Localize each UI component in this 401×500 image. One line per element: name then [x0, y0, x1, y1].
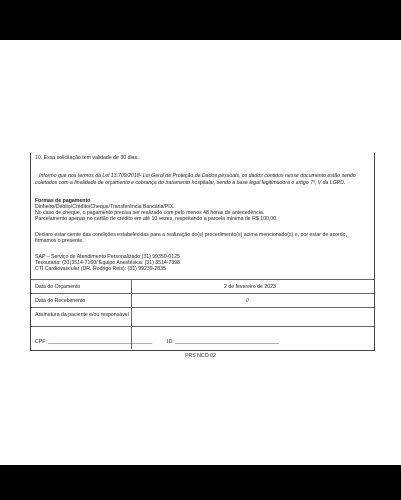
cpf-field[interactable]: CPF: ____________________________________ — [35, 339, 153, 345]
divider-assinatura — [31, 307, 374, 308]
document-page — [0, 40, 401, 465]
divider-recebimento — [31, 293, 374, 294]
id-field[interactable]: ID: ____________________________________ — [167, 339, 279, 345]
lgpd-line-2: coletados com a finalidade de orçamento e cobrança do tratamento hospitalar, sendo a base legal legitimadora o artigo 7º, V da LGPD. — [35, 180, 346, 186]
contact-sap: SAP – Serviço de Atendimento Personalizado (31) 99350-0125 — [35, 254, 180, 260]
recebimento-value[interactable]: // — [246, 298, 249, 304]
contact-tesouraria: Tesouraria: (31)3514-7160/ Equipe Anestésica: (31) 3514-7398 — [35, 260, 181, 266]
payment-installments: Parcelamento apenas no cartão de crédito em até 10 vezes, respeitando a parcela mínima de R$ 100,00. — [35, 216, 278, 222]
payment-title: Formas de pagamento — [35, 198, 91, 204]
payment-methods: Dinheiro/Débito/Crédito/Cheque/Transferência Bancária/PIX. — [35, 204, 175, 210]
contact-cti: CTI Cardiovascular (DR. Rodrigo Reis): (31) 99239-2835 — [35, 266, 166, 272]
recebimento-label: Data do Recebimento — [35, 298, 86, 304]
declaration-line-1: Declaro estar ciente das condições estabelecidas para a realização do(s) procedimento(s) acima mencionado(s) e, por estar de acordo, — [35, 232, 347, 238]
top-black-band — [0, 0, 401, 40]
orcamento-value[interactable]: 2 de fevereiro de 2023 — [224, 284, 276, 290]
assinatura-label: Assinatura da paciente e/ou responsável — [35, 312, 129, 318]
document-code: PRS NCO 02 — [185, 353, 216, 359]
declaration-line-2: firmamos o presente. — [35, 238, 84, 244]
validity-clause: 10. Essa solicitação tem validade de 30 dias. — [35, 155, 139, 161]
divider-cpf — [31, 326, 374, 327]
divider-fields-top — [31, 279, 374, 280]
lgpd-line-1: Informo que nos termos da Lei 13.709/2018- Lei Geral de Proteção de Dados pessoais, os dados contidos nesse documento estão sendo — [39, 173, 356, 179]
orcamento-label: Data do Orçamento — [35, 284, 81, 290]
payment-cheque: No caso de cheque, o pagamento precisa ser realizado com pelo menos 48 horas de antecedência. — [35, 210, 265, 216]
bottom-black-band — [0, 465, 401, 500]
form-frame — [30, 153, 375, 351]
